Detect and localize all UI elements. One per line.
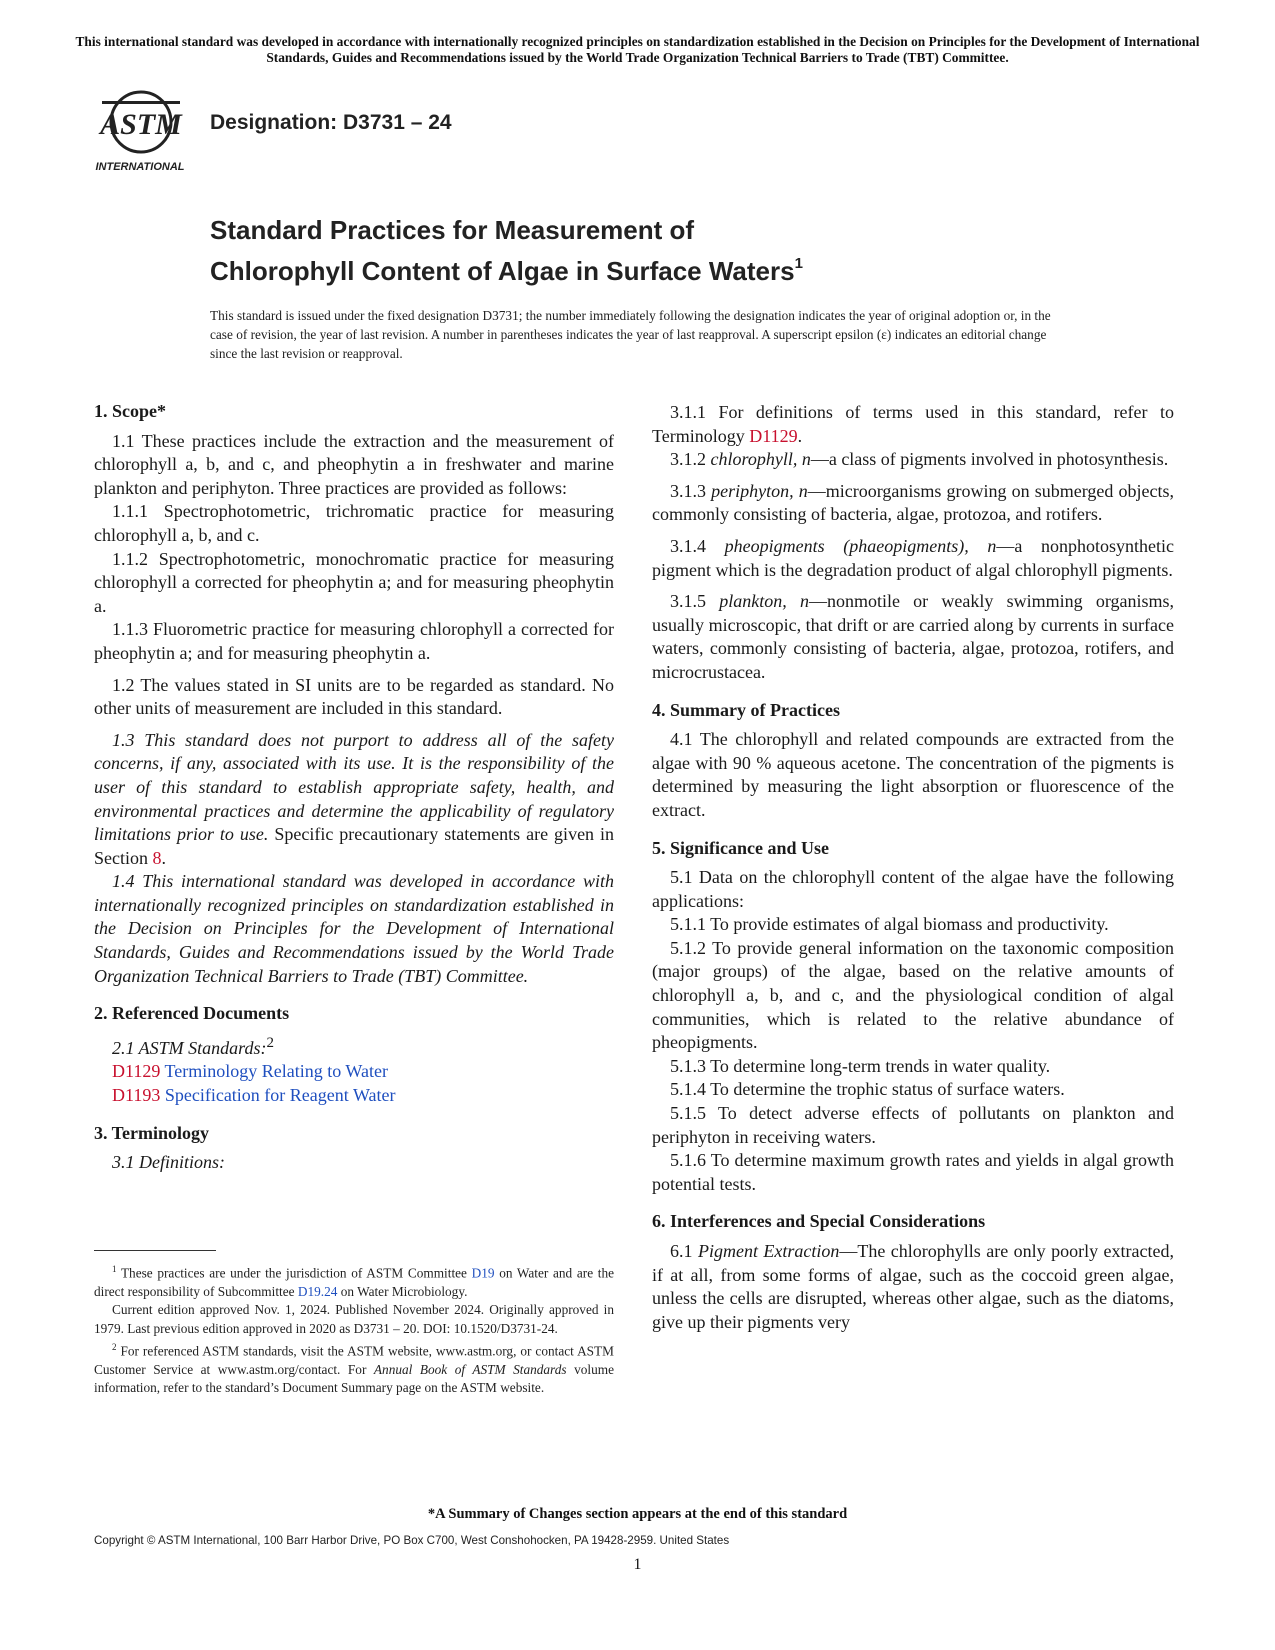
footnote-divider <box>94 1250 216 1251</box>
para-3-1-1-text: 3.1.1 For definitions of terms used in this standard, refer to Terminology <box>652 402 1174 446</box>
svg-text:ASTM: ASTM <box>100 108 182 141</box>
para-6-1: 6.1 Pigment Extraction—The chlorophylls are only poorly extracted, if at all, from some forms of algae, such as the coccoid green algae, unless the cells are disrupted, whereas other algae, such as the diatoms, give up their pigments very <box>652 1241 1175 1332</box>
para-5-1-4: 5.1.4 To determine the trophic status of surface waters. <box>670 1079 1065 1100</box>
para-5-1-5: 5.1.5 To detect adverse effects of pollutants on plankton and periphyton in receiving waters. <box>652 1103 1174 1147</box>
para-1-1: 1.1 These practices include the extraction and the measurement of chlorophyll a, b, and c, and pheophytin a in freshwater and marine plankton and periphyton. Three practices are provided as follows: <box>94 430 614 498</box>
para-5-1-3: 5.1.3 To determine long-term trends in water quality. <box>670 1055 1051 1076</box>
page-number: 1 <box>633 1556 642 1573</box>
para-2-1-text: 2.1 ASTM Standards: <box>112 1037 267 1058</box>
footnotes <box>94 1260 614 1398</box>
designation: Designation: D3731 – 24 <box>210 111 452 134</box>
footnote-1-a: These practices are under the jurisdiction of ASTM Committee <box>120 1265 467 1281</box>
section-6-heading: 6. Interferences and Special Considerations <box>652 1211 986 1232</box>
section-1-heading: 1. Scope* <box>94 401 166 421</box>
ref-d1193 <box>94 1084 614 1108</box>
term-chlorophyll: chlorophyll, n <box>710 449 811 470</box>
title-line-2 <box>210 247 803 288</box>
footnote-2-italic: Annual Book of ASTM Standards <box>373 1361 567 1377</box>
def-plankton: —nonmotile or weakly swimming organisms, usually microscopic, that drift or are carried along by currents in surface waters, commonly consisting of bacteria, algae, protozoa, rotifers, and microcrustacea. <box>652 591 1174 682</box>
term-pheopigments: pheopigments (phaeopigments), n <box>724 535 997 556</box>
para-5-1-6: 5.1.6 To determine maximum growth rates and yields in algal growth potential tests. <box>652 1150 1174 1194</box>
document-title <box>210 213 803 288</box>
committee-d19-link[interactable]: D19 <box>471 1265 495 1281</box>
title-footnote-mark: 1 <box>794 255 803 272</box>
para-3-1-3: 3.1.3 periphyton, n—microorganisms growing on submerged objects, commonly consisting of bacteria, algae, protozoa, and rotifers. <box>652 480 1174 525</box>
term-periphyton: periphyton, n <box>711 480 808 501</box>
ref-d1129-code-link[interactable]: D1129 <box>112 1061 161 1082</box>
footnote-1-c: on Water Microbiology. <box>340 1283 468 1299</box>
svg-text:INTERNATIONAL: INTERNATIONAL <box>95 161 185 173</box>
title-line-2-text: Chlorophyll Content of Algae in Surface Waters <box>210 256 795 286</box>
term-plankton: plankton, n <box>719 591 809 612</box>
def-periphyton: —microorganisms growing on submerged objects, commonly consisting of bacteria, algae, protozoa, and rotifers. <box>652 480 1174 525</box>
para-5-1: 5.1 Data on the chlorophyll content of the algae have the following applications: <box>652 867 1174 911</box>
right-column <box>652 401 1174 1334</box>
def-chlorophyll: —a class of pigments involved in photosynthesis. <box>810 449 1169 470</box>
para-2-1-mark: 2 <box>266 1034 275 1051</box>
ref-d1129 <box>94 1060 614 1084</box>
d1129-link[interactable]: D1129 <box>749 425 798 446</box>
para-1-2: 1.2 The values stated in SI units are to be regarded as standard. No other units of measurement are included in this standard. <box>94 674 614 719</box>
para-3-1-text: 3.1 Definitions: <box>112 1152 225 1173</box>
para-3-1-5: 3.1.5 plankton, n—nonmotile or weakly swimming organisms, usually microscopic, that drift or are carried along by currents in surface waters, commonly consisting of bacteria, algae, protozoa, rotifers, and microcrustacea. <box>652 591 1174 682</box>
subcommittee-d1924-link[interactable]: D19.24 <box>297 1283 338 1299</box>
footnote-2-a: For referenced ASTM standards, visit the ASTM website, www.astm.org, or contact ASTM Customer Service at www.astm.org/contact. For <box>94 1343 615 1377</box>
para-1-3-italic: 1.3 This standard does not purport to address all of the safety concerns, if any, associated with its use. It is the responsibility of the user of this standard to establish appropriate safety, health, and environmental practices and determine the applicability of regulatory limitations prior to use. <box>94 729 614 845</box>
para-1-1-3: 1.1.3 Fluorometric practice for measuring chlorophyll a corrected for pheophytin a; and for measuring pheophytin a. <box>94 619 614 663</box>
para-3-1 <box>94 1151 614 1175</box>
footnote-1-edition: Current edition approved Nov. 1, 2024. Published November 2024. Originally approved in 1979. Last previous edition approved in 2020 as D3731 – 20. DOI: 10.1520/D3731-24. <box>94 1302 614 1336</box>
para-1-3: 1.3 This standard does not purport to address all of the safety concerns, if any, associated with its use. It is the responsibility of the user of this standard to establish appropriate safety, health, and environmental practices and determine the applicability of regulatory limitations prior to use. Specific precautionary statements are given in Section 8. <box>94 729 615 868</box>
astm-logo-icon <box>90 88 196 176</box>
para-2-1 <box>94 1032 614 1061</box>
def-pheopigments: —a nonphotosynthetic pigment which is the degradation product of algal chlorophyll pigments. <box>652 535 1174 580</box>
summary-of-changes-note: *A Summary of Changes section appears at the end of this standard <box>427 1506 848 1522</box>
copyright: Copyright © ASTM International, 100 Barr Harbor Drive, PO Box C700, West Conshohocken, PA 19428-2959. United States <box>94 1534 730 1547</box>
header-notice: This international standard was developed in accordance with internationally recognized principles on standardization established in the Decision on Principles for the Development of International Standards, Guides and Recommendations issued by the World Trade Organization Technical Barriers to Trade (TBT) Committee. <box>75 34 1200 65</box>
para-1-1-1: 1.1.1 Spectrophotometric, trichromatic practice for measuring chlorophyll a, b, and c. <box>94 501 614 545</box>
para-5-1-2: 5.1.2 To provide general information on the taxonomic composition (major groups) of the algae, based on the relative amounts of chlorophyll a, b, and c, and the physiological condition of algal communities, which is related to the relative abundance of pheopigments. <box>652 937 1174 1053</box>
para-3-1-2: 3.1.2 chlorophyll, n—a class of pigments involved in photosynthesis. <box>670 449 1169 470</box>
left-column <box>94 400 614 1175</box>
para-1-4 <box>94 870 614 988</box>
footnote-2: $^2$ For referenced ASTM standards, visit the ASTM website, www.astm.org, or contact ASTM Customer Service at www.astm.org/contact. For Annual Book of ASTM Standards volume information, refer to the standard’s Document Summary page on the ASTM website. <box>94 1342 615 1396</box>
footnote-2-b: volume information, refer to the standard’s Document Summary page on the ASTM website. <box>94 1361 615 1396</box>
section-2-heading: 2. Referenced Documents <box>94 1003 290 1024</box>
para-1-4-italic: 1.4 This international standard was developed in accordance with internationally recognized principles on standardization established in the Decision on Principles for the Development of International Standards, Guides and Recommendations issued by the World Trade Organization Technical Barriers to Trade (TBT) Committee. <box>94 871 614 986</box>
astm-logo <box>90 88 196 176</box>
footnote-1-b: on Water and are the direct responsibility of Subcommittee <box>94 1265 615 1299</box>
section-3-heading: 3. Terminology <box>94 1122 210 1143</box>
title-line-1: Standard Practices for Measurement of <box>210 215 695 245</box>
issued-note: This standard is issued under the fixed designation D3731; the number immediately following the designation indicates the year of original adoption or, in the case of revision, the year of last revision. A number in parentheses indicates the year of last reapproval. A superscript epsilon (ε) indicates an editorial change since the last revision or reapproval. <box>210 308 1051 361</box>
term-pigment-extraction: Pigment Extraction <box>697 1241 840 1261</box>
section-4-heading: 4. Summary of Practices <box>652 699 840 720</box>
section-5-heading: 5. Significance and Use <box>652 837 830 858</box>
para-6-1-text: —The chlorophylls are only poorly extracted, if at all, from some forms of algae, such as the coccoid green algae, unless the cells are disrupted, whereas other algae, such as the diatoms, give up their pigments very <box>652 1241 1175 1332</box>
para-4-1: 4.1 The chlorophyll and related compounds are extracted from the algae with 90 % aqueous acetone. The concentration of the pigments is determined by measuring the light absorption or fluorescence of the extract. <box>652 729 1174 820</box>
ref-d1193-code-link[interactable]: D1193 <box>112 1085 161 1106</box>
footnote-1: $^1$ These practices are under the jurisdiction of ASTM Committee D19 on Water and are the direct responsibility of Subcommittee D19.24 on Water Microbiology. <box>94 1264 615 1299</box>
para-3-1-1: 3.1.1 For definitions of terms used in this standard, refer to Terminology D1129. <box>652 402 1174 446</box>
ref-d1193-title-link[interactable]: Specification for Reagent Water <box>164 1085 396 1106</box>
para-1-3-tail: Specific precautionary statements are given in Section <box>94 824 615 868</box>
para-3-1-4: 3.1.4 pheopigments (phaeopigments), n—a nonphotosynthetic pigment which is the degradation product of algal chlorophyll pigments. <box>652 535 1174 580</box>
section-8-link[interactable]: 8 <box>152 847 162 868</box>
ref-d1129-title-link[interactable]: Terminology Relating to Water <box>164 1061 388 1082</box>
para-1-1-2: 1.1.2 Spectrophotometric, monochromatic practice for measuring chlorophyll a corrected for pheophytin a; and for measuring pheophytin a. <box>94 548 614 616</box>
para-5-1-1: 5.1.1 To provide estimates of algal biomass and productivity. <box>670 914 1109 935</box>
